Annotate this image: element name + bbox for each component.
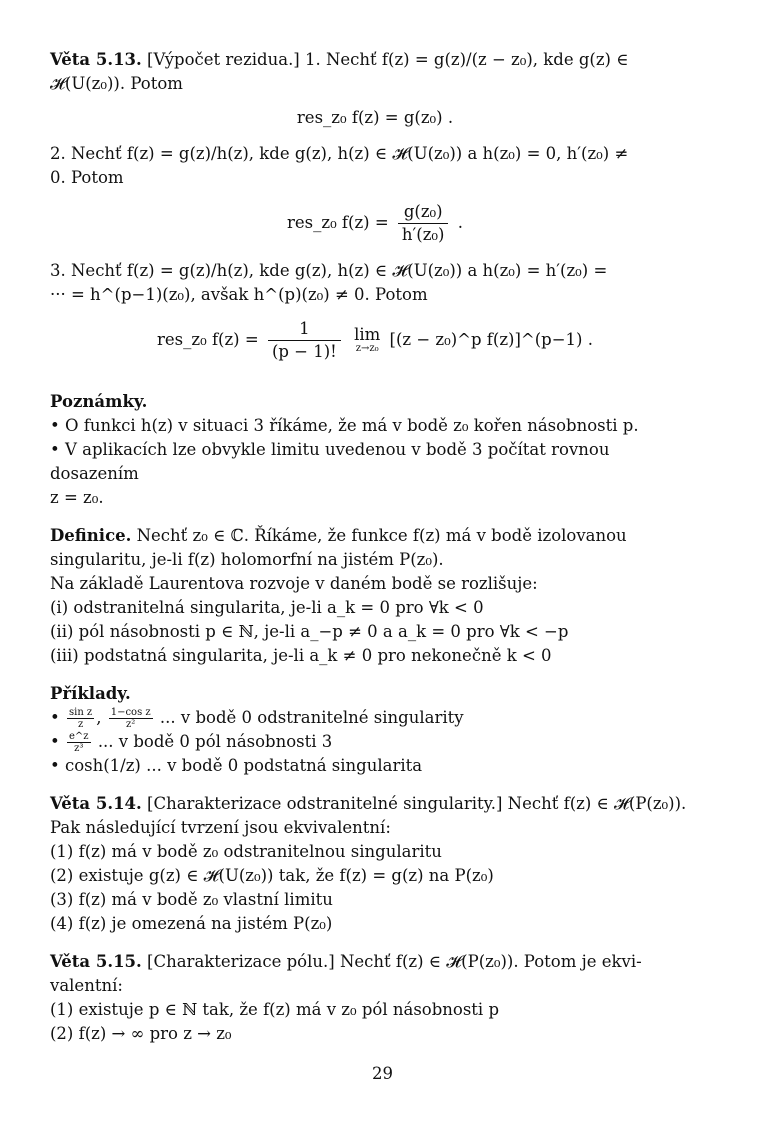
remark-2-line-1: • V aplikacích lze obvykle limitu uvedenou v bodě 3 počítat rovnou dosazením [50,440,610,483]
examples [50,682,700,778]
definition-text-1: Nechť z₀ ∈ ℂ. Říkáme, že funkce f(z) má v bodě izolovanou [136,526,627,545]
definition-line-1 [50,524,700,548]
theorem-5-14-line-2: Pak následující tvrzení jsou ekvivalentní: [50,818,391,837]
eq2-left: res_z₀ f(z) = [287,213,389,232]
example-2-text: ... v bodě 0 pól násobnosti 3 [97,732,333,751]
example-3: • cosh(1/z) ... v bodě 0 podstatná singularita [50,756,423,775]
theorem-5-13-part-2 [50,142,700,190]
part-3-line-2: ··· = h^(p−1)(z₀), avšak h^(p)(z₀) ≠ 0. Potom [50,285,428,304]
definition-line-5: (ii) pól násobnosti p ∈ ℕ, je-li a_−p ≠ 0 a a_k = 0 pro ∀k < −p [50,622,569,641]
eq3-left: res_z₀ f(z) = [157,330,259,349]
example-1-frac-2-den: z² [126,719,136,730]
part-3-line-1: 3. Nechť f(z) = g(z)/h(z), kde g(z), h(z) ∈ 𝓗(U(z₀)) a h(z₀) = h′(z₀) = [50,261,608,280]
definition [50,524,700,668]
theorem-5-15-line-1 [50,950,700,974]
eq3-lim-word: lim [354,325,381,344]
example-1: • $\frac{\text{sin z}}{z}$ , $\frac{\text{1−cos z}}{\text{z²}}$ ... v bodě 0 odstranitelné singularity [50,707,464,730]
theorem-5-15-line-3: (1) existuje p ∈ ℕ tak, že f(z) má v z₀ pól násobnosti p [50,1000,500,1019]
definition-line-3: Na základě Laurentova rozvoje v daném bodě se rozlišuje: [50,574,538,593]
theorem-5-13-line-2: 𝓗(U(z₀)). Potom [50,74,183,93]
theorem-5-15-line-2: valentní: [50,976,123,995]
remark-1: • O funkci h(z) v situaci 3 říkáme, že má v bodě z₀ kořen násobnosti p. [50,416,639,435]
part-2-line-1: 2. Nechť f(z) = g(z)/h(z), kde g(z), h(z) ∈ 𝓗(U(z₀)) a h(z₀) = 0, h′(z₀) ≠ [50,144,629,163]
theorem-5-14-line-1 [50,792,700,816]
theorem-5-15-title: Věta 5.15. [50,952,142,971]
eq3-limit [354,327,380,354]
eq2-fraction [398,202,449,245]
example-2-frac [67,731,91,754]
theorem-5-15-line-4: (2) f(z) → ∞ pro z → z₀ [50,1024,232,1043]
example-1-frac-2 [109,707,153,730]
example-2: • $\frac{e\^{}z}{\text{z³}}$ ... v bodě 0 pól násobnosti 3 [50,731,333,754]
theorem-5-13-part-3 [50,259,700,307]
theorem-5-14-line-5: (3) f(z) má v bodě z₀ vlastní limitu [50,890,333,909]
theorem-5-13-title: Věta 5.13. [50,50,142,69]
example-1-frac-1-den: z [77,719,84,730]
theorem-5-13-text-1: [Výpočet rezidua.] 1. Nechť f(z) = g(z)/(z − z₀), kde g(z) ∈ [147,50,629,69]
example-2-frac-num: e^z [68,731,89,742]
eq3-right: [(z − z₀)^p f(z)]^(p−1) . [389,330,593,349]
theorem-5-14-line-6: (4) f(z) je omezená na jistém P(z₀) [50,914,333,933]
theorem-5-15 [50,950,700,1046]
eq2-numerator: g(z₀) [398,202,449,224]
example-1-text: ... v bodě 0 odstranitelné singularity [159,708,464,727]
eq3-lim-subscript: z→z₀ [355,343,379,354]
definition-line-2: singularitu, je-li f(z) holomorfní na jistém P(z₀). [50,550,444,569]
eq3-denominator: (p − 1)! [271,342,337,361]
definition-title: Definice. [50,526,132,545]
example-1-frac-1 [67,707,94,730]
equation-residue-1: res_z₀ f(z) = g(z₀) . [296,108,454,127]
example-2-frac-den: z³ [74,743,84,754]
eq3-numerator: 1 [268,319,341,341]
example-1-frac-1-num: sin z [68,707,93,718]
examples-title: Příklady. [50,684,131,703]
theorem-5-14-line-3: (1) f(z) má v bodě z₀ odstranitelnou singularitu [50,842,442,861]
page-content [50,48,700,1046]
remarks-title: Poznámky. [50,392,148,411]
eq3-fraction [268,319,341,362]
theorem-5-15-text-1: [Charakterizace pólu.] Nechť f(z) ∈ 𝓗(P(z₀)). Potom je ekvi- [147,952,642,971]
theorem-5-14-line-4: (2) existuje g(z) ∈ 𝓗(U(z₀)) tak, že f(z) = g(z) na P(z₀) [50,866,494,885]
remarks [50,390,700,510]
definition-line-6: (iii) podstatná singularita, je-li a_k ≠ 0 pro nekonečně k < 0 [50,646,552,665]
theorem-5-13-line-1 [50,48,700,72]
theorem-5-14 [50,792,700,936]
equation-residue-2: res_z₀ f(z) = $\frac{\text{g(z₀)}}{\text{h′(z₀)}}$ . [287,202,463,244]
remark-2-line-2: z = z₀. [50,488,104,507]
theorem-5-14-text-1: [Charakterizace odstranitelné singularity.] Nechť f(z) ∈ 𝓗(P(z₀)). [147,794,687,813]
page-number: 29 [372,1064,393,1083]
eq2-denominator: h′(z₀) [401,225,445,244]
part-2-line-2: 0. Potom [50,168,124,187]
equation-residue-3 [50,319,700,362]
theorem-5-14-title: Věta 5.14. [50,794,142,813]
theorem-5-13 [50,48,700,96]
definition-line-4: (i) odstranitelná singularita, je-li a_k = 0 pro ∀k < 0 [50,598,484,617]
example-1-frac-2-num: 1−cos z [110,707,151,718]
